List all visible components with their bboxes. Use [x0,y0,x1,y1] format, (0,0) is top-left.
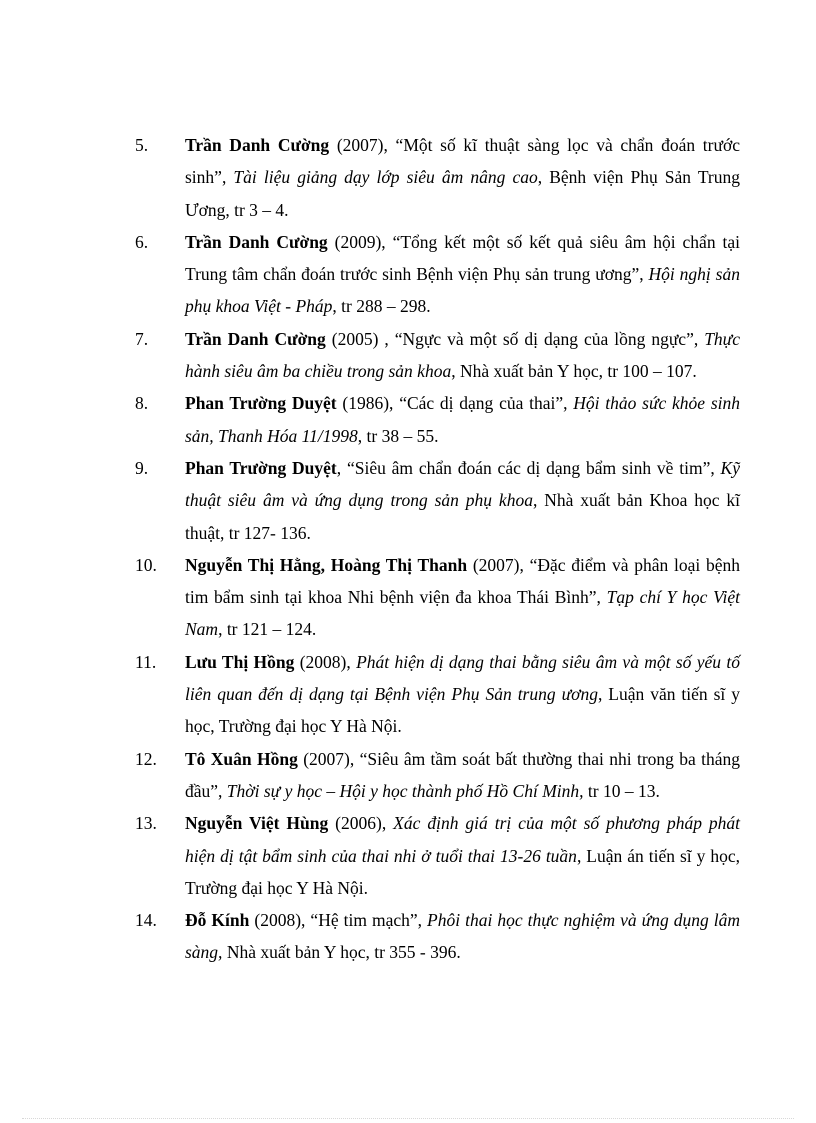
reference-number: 12. [135,748,157,769]
reference-details: (2007), “Một số kĩ thuật sàng lọc và chẩn đoán trước sinh”, [185,135,740,188]
reference-source: , tr 288 – 298. [332,296,431,317]
reference-title: Hội thảo sức khỏe sinh sản, Thanh Hóa 11/1998 [185,393,740,446]
reference-item [135,452,740,549]
reference-text [185,743,740,808]
reference-text [185,452,740,549]
reference-number: 7. [135,328,149,349]
reference-item [135,549,740,646]
reference-title: Xác định giá trị của một số phương pháp phát hiện dị tật bẩm sinh của thai nhi ở tuổi thai 13-26 tuần [185,813,741,866]
reference-item [135,387,740,452]
reference-item [135,129,740,226]
reference-author: Nguyễn Việt Hùng [185,813,329,834]
reference-details: (2007), “Siêu âm tầm soát bất thường thai nhi trong ba tháng đầu”, [185,748,741,801]
reference-source: , tr 38 – 55. [357,425,439,446]
reference-details: (2007), “Đặc điểm và phân loại bệnh tim bẩm sinh tại khoa Nhi bệnh viện đa khoa Thái Bình”, [185,554,740,608]
reference-source: , Nhà xuất bản Y học, tr 100 – 107. [451,361,697,382]
page-bottom-divider [22,1118,794,1119]
reference-number: 5. [135,135,149,155]
reference-number: 8. [135,393,149,414]
reference-details: , “Siêu âm chẩn đoán các dị dạng bẩm sinh về tim”, [336,457,721,478]
reference-details: (2006), [328,813,394,834]
reference-title: Tạp chí Y học Việt Nam [185,587,740,640]
reference-author: Nguyễn Thị Hằng, Hoàng Thị Thanh [185,554,468,575]
reference-title: Tài liệu giảng dạy lớp siêu âm nâng cao [233,167,538,188]
reference-details: (2008), “Hệ tim mạch”, [249,910,428,931]
reference-title: Hội nghị sản phụ khoa Việt - Pháp [185,264,740,317]
reference-details: (2009), “Tổng kết một số kết quả siêu âm hội chẩn tại Trung tâm chẩn đoán trước sinh Bệnh viện Phụ sản trung ương”, [185,231,740,285]
reference-item [135,226,740,323]
reference-title: Thời sự y học – Hội y học thành phố Hồ Chí Minh, [226,780,584,801]
reference-author: Trần Danh Cường [185,135,330,155]
reference-source: , Luận văn tiến sĩ y học, Trường đại học Y Hà Nội. [185,684,740,737]
reference-author: Trần Danh Cường [185,231,328,252]
reference-number: 13. [135,813,157,834]
reference-item [135,323,740,388]
reference-details: (2005) , “Ngực và một số dị dạng của lồng ngực”, [325,328,705,349]
reference-source: , tr 121 – 124. [218,619,317,640]
reference-author: Đỗ Kính [185,910,250,931]
reference-number: 6. [135,231,149,252]
reference-details: (2008), [294,651,357,672]
reference-item [135,807,740,904]
reference-title: Phôi thai học thực nghiệm và ứng dụng lâm sàng, [185,910,741,963]
reference-title: Kỹ thuật siêu âm và ứng dụng trong sản phụ khoa [185,457,740,511]
reference-source: , Luận án tiến sĩ y học, Trường đại học Y Hà Nội. [185,845,741,898]
reference-author: Lưu Thị Hồng [185,651,295,672]
reference-number: 14. [135,910,157,931]
reference-source: tr 10 – 13. [583,780,660,801]
reference-text [185,904,740,969]
reference-text [185,807,740,904]
reference-list [135,129,740,969]
reference-author: Tô Xuân Hồng [185,748,298,769]
reference-details: (1986), “Các dị dạng của thai”, [336,393,574,414]
reference-author: Phan Trường Duyệt [185,393,337,414]
reference-source: , Bệnh viện Phụ Sản Trung Ương, tr 3 – 4. [185,167,740,220]
reference-text [185,226,740,323]
reference-number: 10. [135,554,157,575]
reference-number: 11. [135,651,157,672]
reference-text [185,129,740,226]
reference-source: , Nhà xuất bản Khoa học kĩ thuật, tr 127- 136. [185,490,740,543]
reference-text [185,549,740,646]
reference-number: 9. [135,457,149,478]
reference-text [185,323,740,388]
reference-author: Phan Trường Duyệt [185,457,337,478]
reference-item [135,743,740,808]
reference-item [135,904,740,969]
reference-item [135,646,740,743]
reference-text [185,646,740,743]
reference-text [185,387,740,452]
reference-source: Nhà xuất bản Y học, tr 355 - 396. [222,942,461,963]
reference-title: Phát hiện dị dạng thai bằng siêu âm và một số yếu tố liên quan đến dị dạng tại Bệnh viện Phụ Sản trung ương [185,651,741,705]
reference-author: Trần Danh Cường [185,328,326,349]
reference-title: Thực hành siêu âm ba chiều trong sản khoa [185,328,740,382]
